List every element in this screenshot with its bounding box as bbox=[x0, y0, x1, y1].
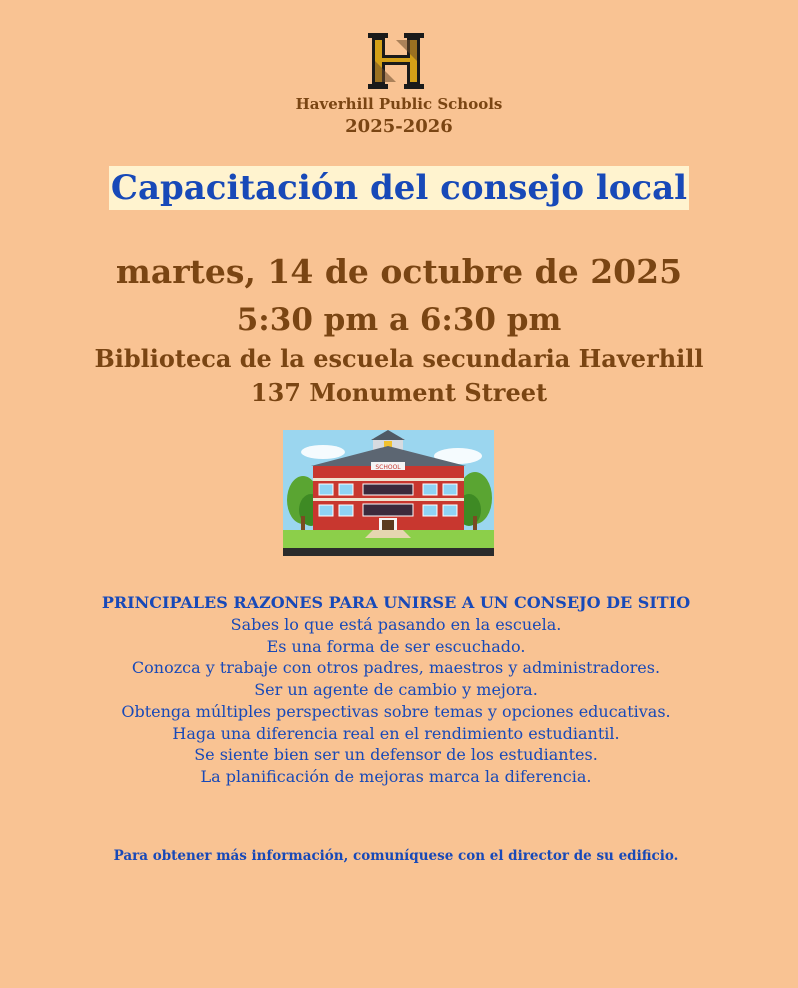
reason-item: Ser un agente de cambio y mejora. bbox=[254, 680, 538, 700]
reason-item: Haga una diferencia real en el rendimiento estudiantil. bbox=[172, 723, 620, 743]
reason-item: La planificación de mejoras marca la diferencia. bbox=[200, 766, 592, 786]
event-time: 5:30 pm a 6:30 pm bbox=[236, 302, 562, 338]
school-building-icon bbox=[283, 430, 494, 556]
event-location: Biblioteca de la escuela secundaria Haverhill bbox=[94, 344, 704, 373]
school-year: 2025-2026 bbox=[345, 116, 453, 137]
school-building-illustration bbox=[283, 430, 494, 556]
event-address: 137 Monument Street bbox=[250, 378, 548, 407]
reason-item: Obtenga múltiples perspectivas sobre temas y opciones educativas. bbox=[121, 701, 671, 721]
page-title: Capacitación del consejo local bbox=[110, 168, 688, 208]
reason-item: Conozca y trabaje con otros padres, maestros y administradores. bbox=[131, 658, 661, 678]
district-name: Haverhill Public Schools bbox=[295, 95, 503, 113]
reasons-heading: PRINCIPALES RAZONES PARA UNIRSE A UN CONSEJO DE SITIO bbox=[101, 593, 691, 612]
haverhill-logo bbox=[366, 31, 426, 91]
event-date: martes, 14 de octubre de 2025 bbox=[115, 252, 683, 291]
school-sign-text: SCHOOL bbox=[375, 464, 401, 471]
reason-item: Es una forma de ser escuchado. bbox=[266, 636, 526, 656]
reason-item: Se siente bien ser un defensor de los estudiantes. bbox=[194, 745, 598, 765]
reasons-list bbox=[0, 614, 792, 788]
haverhill-h-logo-icon bbox=[366, 31, 426, 91]
reason-item: Sabes lo que está pasando en la escuela. bbox=[230, 615, 562, 634]
contact-footer: Para obtener más información, comuníquese con el director de su edificio. bbox=[113, 848, 679, 864]
title-container bbox=[0, 166, 798, 210]
